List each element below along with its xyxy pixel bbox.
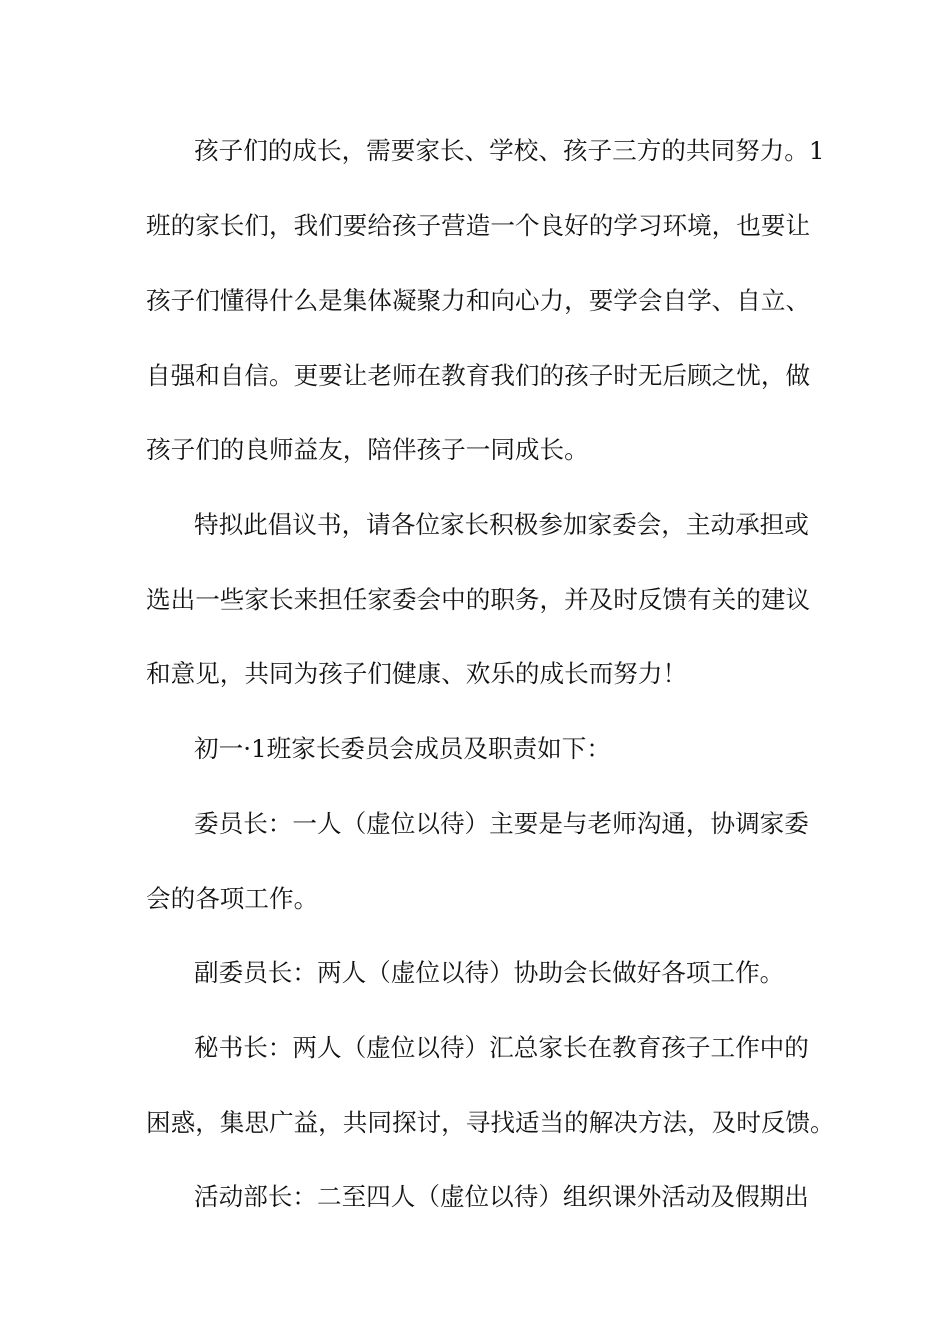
- text-line: [0, 879, 950, 919]
- text-line: [0, 356, 950, 396]
- text-line: [0, 1177, 950, 1217]
- text-line: [0, 654, 950, 694]
- text-line: [0, 1103, 950, 1143]
- text-line: [0, 953, 950, 993]
- vice-chairman-line: 副委员长：两人（虚位以待）协助会长做好各项工作。: [194, 958, 785, 987]
- secretary-line-1: 秘书长：两人（虚位以待）汇总家长在教育孩子工作中的: [194, 1033, 809, 1062]
- paragraph-1-line-5: 孩子们的良师益友，陪伴孩子一同成长。: [146, 435, 589, 464]
- text-line: [0, 281, 950, 321]
- chairman-line-1: 委员长：一人（虚位以待）主要是与老师沟通，协调家委: [194, 809, 809, 838]
- text-line: [0, 505, 950, 545]
- paragraph-2-line-1: 特拟此倡议书，请各位家长积极参加家委会，主动承担或: [194, 510, 809, 539]
- text-line: [0, 131, 950, 171]
- secretary-line-2: 困惑，集思广益，共同探讨，寻找适当的解决方法，及时反馈。: [146, 1108, 835, 1137]
- text-line: [0, 804, 950, 844]
- text-line: [0, 580, 950, 620]
- paragraph-1-line-1: 孩子们的成长，需要家长、学校、孩子三方的共同努力。1: [194, 136, 825, 165]
- text-line: [0, 206, 950, 246]
- paragraph-1-line-2: 班的家长们，我们要给孩子营造一个良好的学习环境，也要让: [146, 211, 811, 240]
- committee-heading: 初一·1班家长委员会成员及职责如下：: [194, 734, 611, 763]
- paragraph-1-line-3: 孩子们懂得什么是集体凝聚力和向心力，要学会自学、自立、: [146, 286, 811, 315]
- activity-head-line-1: 活动部长：二至四人（虚位以待）组织课外活动及假期出: [194, 1182, 809, 1211]
- text-line: [0, 430, 950, 470]
- paragraph-1-line-4: 自强和自信。更要让老师在教育我们的孩子时无后顾之忧，做: [146, 361, 811, 390]
- paragraph-2-line-2: 选出一些家长来担任家委会中的职务，并及时反馈有关的建议: [146, 585, 811, 614]
- chairman-line-2: 会的各项工作。: [146, 884, 319, 913]
- text-line: [0, 1028, 950, 1068]
- text-line: [0, 729, 950, 769]
- paragraph-2-line-3: 和意见，共同为孩子们健康、欢乐的成长而努力！: [146, 659, 688, 688]
